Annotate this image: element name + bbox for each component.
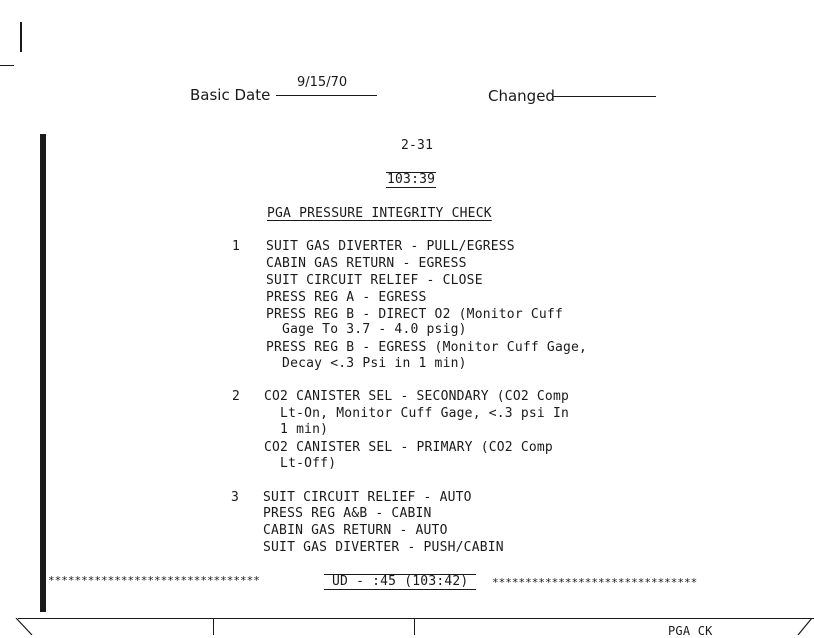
star-divider-left: ******************************** [48, 574, 260, 587]
step-line: Lt-On, Monitor Cuff Gage, <.3 psi In [264, 406, 570, 421]
step-line: PRESS REG A - EGRESS [266, 290, 427, 305]
basic-date-label: Basic Date [190, 86, 271, 104]
section-title: PGA PRESSURE INTEGRITY CHECK [267, 206, 492, 221]
step-line: Lt-Off) [264, 456, 337, 471]
page-number: 2-31 [401, 138, 434, 153]
bottom-frame-corner-left [14, 618, 38, 635]
changed-blank [553, 96, 656, 97]
step-line: Decay <.3 Psi in 1 min) [266, 356, 467, 371]
tab-divider [213, 618, 214, 635]
bottom-frame-line [18, 618, 814, 619]
step-number: 1 [232, 239, 241, 254]
basic-date-value: 9/15/70 [297, 75, 348, 90]
step-line: CABIN GAS RETURN - AUTO [263, 523, 448, 538]
step-line: SUIT GAS DIVERTER - PUSH/CABIN [263, 540, 504, 555]
step-line: PRESS REG A&B - CABIN [263, 506, 432, 521]
basic-date-underline [276, 95, 377, 96]
step-line: CO2 CANISTER SEL - SECONDARY (CO2 Comp [264, 389, 570, 404]
registration-mark [20, 22, 22, 52]
tab-divider [414, 618, 415, 635]
step-line: SUIT CIRCUIT RELIEF - AUTO [263, 490, 472, 505]
changed-label: Changed [488, 87, 555, 105]
update-marker: UD - :45 (103:42) [324, 574, 476, 590]
step-line: PRESS REG B - EGRESS (Monitor Cuff Gage, [266, 340, 588, 355]
step-line: 1 min) [264, 422, 329, 437]
step-line: CO2 CANISTER SEL - PRIMARY (CO2 Comp [264, 440, 553, 455]
tab-label: PGA CK [668, 624, 713, 638]
change-bar [40, 134, 46, 612]
step-line: Gage To 3.7 - 4.0 psig) [266, 322, 467, 337]
star-divider-right: ******************************* [492, 576, 698, 589]
time-stamp: 103:39 [387, 172, 436, 187]
step-number: 2 [232, 389, 241, 404]
step-line: SUIT CIRCUIT RELIEF - CLOSE [266, 273, 483, 288]
step-number: 3 [231, 490, 240, 505]
bottom-frame-corner-right [796, 618, 814, 635]
step-line: CABIN GAS RETURN - EGRESS [266, 256, 467, 271]
registration-mark [0, 65, 14, 66]
step-line: PRESS REG B - DIRECT O2 (Monitor Cuff [266, 307, 563, 322]
step-line: SUIT GAS DIVERTER - PULL/EGRESS [266, 239, 515, 254]
